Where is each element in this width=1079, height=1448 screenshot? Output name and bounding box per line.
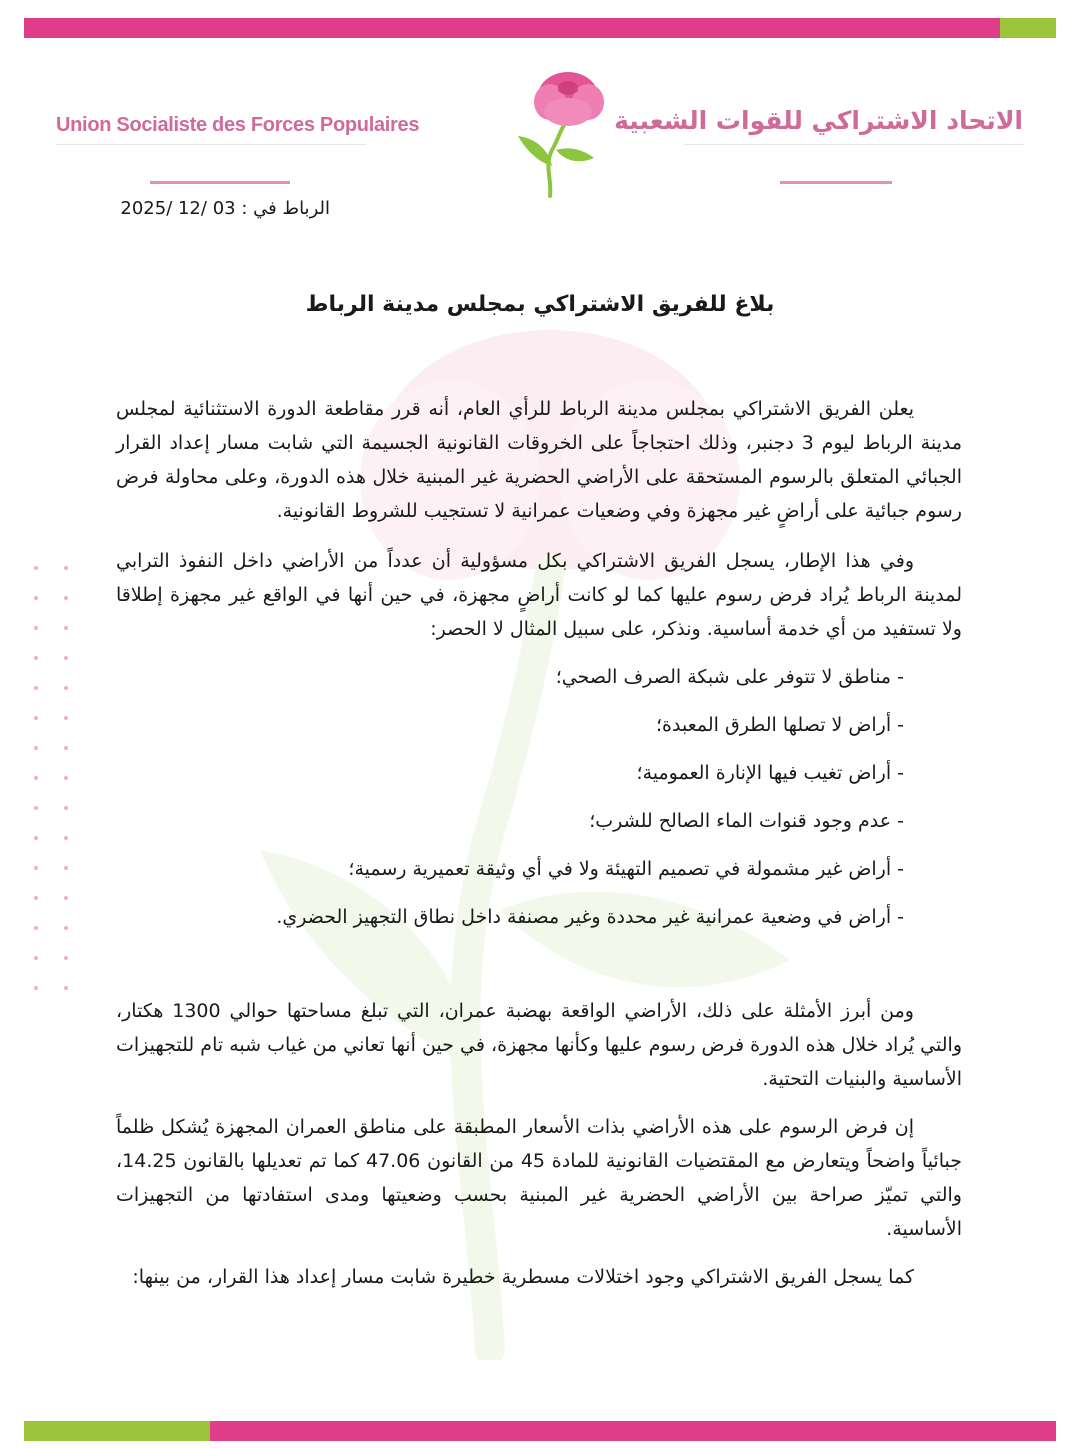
list-item: - أراض تغيب فيها الإنارة العمومية؛ xyxy=(636,762,904,784)
bottom-pink-bar xyxy=(210,1421,1056,1441)
paragraph-intro: يعلن الفريق الاشتراكي بمجلس مدينة الرباط للرأي العام، أنه قرر مقاطعة الدورة الاستثنائية لمجلس مدينة الرباط ليوم 3 دجنبر، وذلك احتجاجاً على الخروقات القانونية الجسيمة التي شابت مسار إعداد القرار الجبائي المتعلق بالرسوم المستحقة على الأراضي الحضرية غير المبنية خلال هذه الدورة، وعلى محاولة فرض رسوم جبائية على أراضٍ غير مجهزة وفي وضعيات عمرانية لا تستجيب للشروط القانونية. xyxy=(116,398,963,522)
brand-underline-right xyxy=(684,144,1024,145)
brand-name-arabic: الاتحاد الاشتراكي للقوات الشعبية xyxy=(614,106,1023,135)
list-item: - عدم وجود قنوات الماء الصالح للشرب؛ xyxy=(589,810,904,832)
paragraph-context: وفي هذا الإطار، يسجل الفريق الاشتراكي بكل مسؤولية أن عدداً من الأراضي داخل النفوذ الترابي لمدينة الرباط يُراد فرض رسوم عليها كما لو كانت أراضٍ مجهزة، في حين أنها في الواقع غير مجهزة إطلاقا ولا تستفيد من أي خدمة أساسية. ونذكر، على سبيل المثال لا الحصر: xyxy=(116,550,962,640)
document-title: بلاغ للفريق الاشتراكي بمجلس مدينة الرباط xyxy=(305,292,775,317)
list-item: - أراض في وضعية عمرانية غير محددة وغير مصنفة داخل نطاق التجهيز الحضري. xyxy=(276,906,904,928)
header-rule-left xyxy=(150,181,290,184)
brand-underline-left xyxy=(56,144,366,145)
top-pink-bar xyxy=(24,18,1024,38)
bullet-list xyxy=(116,660,962,934)
paragraph-legal: إن فرض الرسوم على هذه الأراضي بذات الأسعار المطبقة على مناطق العمران المجهزة يُشكل ظلماً جبائياً واضحاً ويتعارض مع المقتضيات القانونية للمادة 45 من القانون 47.06 كما تم تعديلها بالقانون 14.25، والتي تميّز صراحة بين الأراضي الحضرية غير المبنية بحسب وضعيتها ومدى استفادتها من التجهيزات الأساسية. xyxy=(116,1116,962,1240)
header-rule-right xyxy=(780,181,892,184)
document-date: الرباط في : 03 /12 /2025 xyxy=(120,198,330,219)
list-item: - أراض لا تصلها الطرق المعبدة؛ xyxy=(656,714,904,736)
document-body xyxy=(116,392,962,1294)
list-item: - أراض غير مشمولة في تصميم التهيئة ولا في أي وثيقة تعميرية رسمية؛ xyxy=(348,858,904,880)
paragraph-example: ومن أبرز الأمثلة على ذلك، الأراضي الواقعة بهضبة عمران، التي تبلغ مساحتها حوالي 1300 هكتار، والتي يُراد خلال هذه الدورة فرض رسوم عليها وكأنها مجهزة، في حين أنها تعاني من غياب شبه تام للتجهيزات الأساسية والبنيات التحتية. xyxy=(116,1000,962,1090)
list-item: - مناطق لا تتوفر على شبكة الصرف الصحي؛ xyxy=(555,666,904,688)
top-green-bar xyxy=(1000,18,1056,38)
side-dot-column-2 xyxy=(64,566,104,1016)
rose-icon xyxy=(510,66,622,200)
brand-name-french: Union Socialiste des Forces Populaires xyxy=(56,114,420,136)
bottom-green-bar xyxy=(24,1421,210,1441)
paragraph-procedural: كما يسجل الفريق الاشتراكي وجود اختلالات مسطرية خطيرة شابت مسار إعداد هذا القرار، من بينها: xyxy=(132,1266,914,1288)
